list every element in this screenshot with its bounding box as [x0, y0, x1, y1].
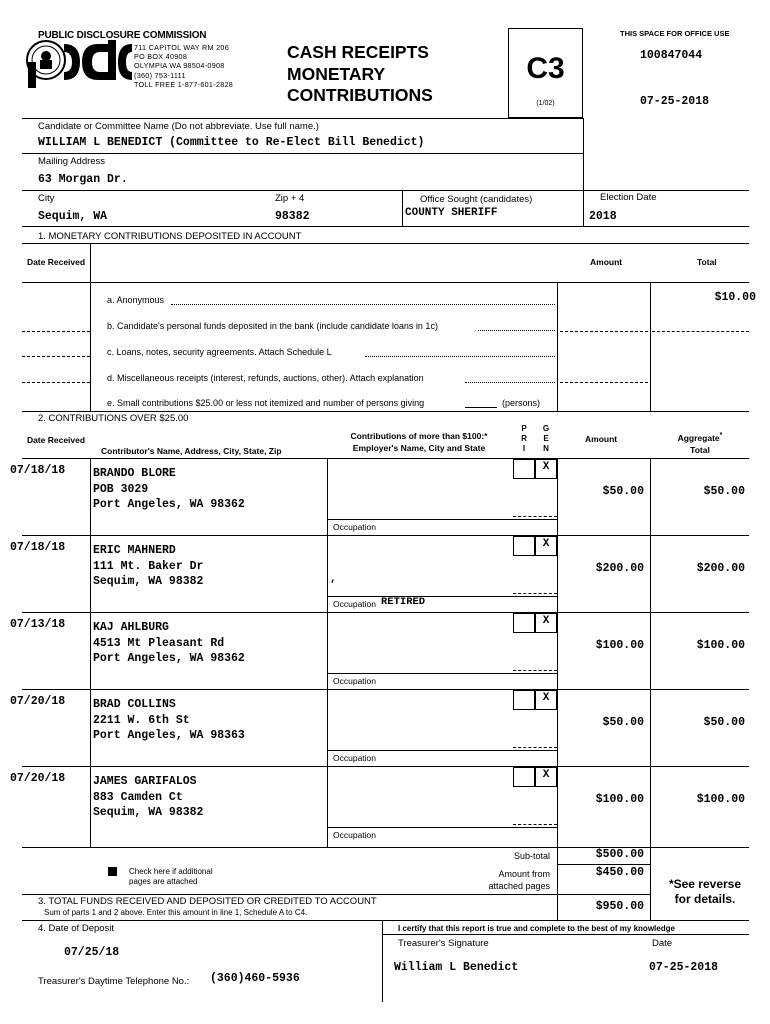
row-contributor [93, 697, 245, 744]
s2-contributor-label: Contributor's Name, Address, City, State, Zip [101, 446, 282, 456]
contributor-name: JAMES GARIFALOS [93, 775, 197, 788]
commission-name: PUBLIC DISCLOSURE COMMISSION [38, 30, 207, 41]
contributor-city-state-zip: Port Angeles, WA 98363 [93, 729, 245, 742]
contributor-city-state-zip: Port Angeles, WA 98362 [93, 498, 245, 511]
row-contributor [93, 466, 245, 513]
treasurer-phone: (360)460-5936 [210, 972, 300, 985]
s2-amount-label: Amount [585, 434, 618, 444]
zip: 98382 [275, 210, 310, 223]
row-aggregate: $50.00 [703, 485, 745, 498]
zip-label: Zip + 4 [275, 193, 305, 204]
date-of-deposit: 07/25/18 [64, 946, 120, 959]
row-aggregate: $50.00 [703, 716, 745, 729]
row-date-received: 07/18/18 [10, 541, 66, 554]
contributor-street: POB 3029 [93, 482, 149, 496]
line-e-persons: (persons) [502, 398, 541, 408]
contributor-name: BRANDO BLORE [93, 467, 176, 480]
row-amount: $50.00 [602, 716, 644, 729]
row-aggregate: $100.00 [696, 639, 745, 652]
date-of-deposit-label: 4. Date of Deposit [38, 923, 115, 934]
row-aggregate: $100.00 [696, 793, 745, 806]
primary-checkbox[interactable] [513, 690, 535, 710]
row-date-received: 07/20/18 [10, 695, 66, 708]
row-employer: , [330, 573, 337, 585]
contributor-street: 2211 W. 6th St [93, 713, 190, 727]
row-contributor [93, 774, 203, 821]
occupation-label: Occupation [333, 522, 376, 532]
general-column-label: G E N [542, 424, 550, 453]
signature-date-label: Date [652, 938, 673, 949]
general-check-mark: X [542, 692, 550, 704]
row-occupation: RETIRED [381, 596, 426, 608]
certification-text: I certify that this report is true and complete to the best of my knowledge [398, 924, 675, 933]
additional-pages-label: Check here if additional pages are attached [129, 867, 213, 886]
candidate-name-label: Candidate or Committee Name (Do not abbreviate. Use full name.) [38, 121, 319, 132]
line-d-label: d. Miscellaneous receipts (interest, refunds, auctions, other). Attach explanation [107, 373, 424, 383]
mailing-address: 63 Morgan Dr. [38, 173, 128, 186]
occupation-label: Occupation [333, 830, 376, 840]
form-code: C3 [526, 52, 565, 85]
s1-total-label: Total [697, 257, 717, 267]
s1-date-received-label: Date Received [26, 257, 86, 267]
row-aggregate: $200.00 [696, 562, 745, 575]
s2-employer-label: Contributions of more than $100:* Employer's Name, City and State [350, 431, 488, 453]
election-date: 2018 [589, 210, 617, 223]
line-a-label: a. Anonymous [107, 295, 165, 305]
see-reverse-note: *See reverse for details. [668, 877, 742, 906]
office-sought-label: Office Sought (candidates) [420, 194, 533, 205]
attached-pages-label: Amount from attached pages [488, 869, 550, 891]
general-check-mark: X [542, 615, 550, 627]
row-amount: $100.00 [595, 793, 644, 806]
grand-total: $950.00 [595, 900, 644, 913]
subtotal-label: Sub-total [513, 851, 550, 861]
line-c-label: c. Loans, notes, security agreements. Attach Schedule L [107, 347, 332, 357]
contributor-name: ERIC MAHNERD [93, 544, 176, 557]
contributor-city-state-zip: Sequim, WA 98382 [93, 575, 204, 588]
general-check-mark: X [542, 538, 550, 550]
s2-date-received-label: Date Received [26, 435, 86, 445]
primary-checkbox[interactable] [513, 613, 535, 633]
treasurer-signature: William L Benedict [394, 961, 519, 974]
section3-title: 3. TOTAL FUNDS RECEIVED AND DEPOSITED OR CREDITED TO ACCOUNT [38, 896, 377, 907]
section1-title: 1. MONETARY CONTRIBUTIONS DEPOSITED IN ACCOUNT [38, 231, 302, 242]
city: Sequim, WA [38, 210, 108, 223]
general-check-mark: X [542, 461, 550, 473]
election-date-label: Election Date [600, 192, 657, 203]
row-amount: $200.00 [595, 562, 644, 575]
general-check-mark: X [542, 769, 550, 781]
contributor-city-state-zip: Port Angeles, WA 98362 [93, 652, 245, 665]
primary-checkbox[interactable] [513, 536, 535, 556]
line-e-label: e. Small contributions $25.00 or less not itemized and number of persons giving [107, 398, 425, 408]
section3-subtitle: Sum of parts 1 and 2 above. Enter this amount in line 1, Schedule A to C4. [44, 908, 308, 917]
primary-column-label: P R I [521, 424, 527, 453]
contributor-city-state-zip: Sequim, WA 98382 [93, 806, 204, 819]
row-contributor [93, 543, 203, 590]
row-date-received: 07/20/18 [10, 772, 66, 785]
form-title: CASH RECEIPTS MONETARY CONTRIBUTIONS [287, 42, 433, 105]
contributor-name: BRAD COLLINS [93, 698, 176, 711]
s1-amount-label: Amount [590, 257, 623, 267]
commission-address: 711 CAPITOL WAY RM 206 PO BOX 40908 OLYMPIA WA 98504-0908 (360) 753-1111 TOLL FREE 1-877-601-2828 [134, 43, 234, 89]
contributor-street: 4513 Mt Pleasant Rd [93, 636, 225, 650]
occupation-label: Occupation [333, 753, 376, 763]
s2-aggregate-label: Aggregate* Total [677, 431, 723, 455]
row-date-received: 07/18/18 [10, 464, 66, 477]
pdc-logo [22, 38, 134, 90]
primary-checkbox[interactable] [513, 767, 535, 787]
primary-checkbox[interactable] [513, 459, 535, 479]
row-amount: $100.00 [595, 639, 644, 652]
city-label: City [38, 193, 55, 204]
office-sought: COUNTY SHERIFF [405, 207, 498, 219]
signature-date: 07-25-2018 [649, 961, 719, 974]
occupation-label: Occupation [333, 599, 376, 609]
mailing-address-label: Mailing Address [38, 156, 106, 167]
contributor-street: 111 Mt. Baker Dr [93, 559, 204, 573]
contributor-name: KAJ AHLBURG [93, 621, 169, 634]
row-date-received: 07/13/18 [10, 618, 66, 631]
office-filing-number: 100847044 [640, 49, 703, 62]
form-revision: (1/02) [536, 100, 555, 107]
line-a-total: $10.00 [714, 291, 756, 304]
treasurer-signature-label: Treasurer's Signature [398, 938, 489, 949]
subtotal-amount: $500.00 [595, 848, 644, 861]
line-b-label: b. Candidate's personal funds deposited in the bank (include candidate loans in 1c) [107, 321, 438, 331]
candidate-name: WILLIAM L BENEDICT (Committee to Re-Elect Bill Benedict) [38, 136, 425, 149]
office-use-label: THIS SPACE FOR OFFICE USE [620, 29, 730, 38]
attached-pages-amount: $450.00 [595, 866, 644, 879]
section2-title: 2. CONTRIBUTIONS OVER $25.00 [38, 413, 189, 424]
row-amount: $50.00 [602, 485, 644, 498]
contributor-street: 883 Camden Ct [93, 790, 183, 804]
occupation-label: Occupation [333, 676, 376, 686]
office-receipt-date: 07-25-2018 [640, 95, 710, 108]
treasurer-phone-label: Treasurer's Daytime Telephone No.: [38, 976, 190, 987]
row-contributor [93, 620, 245, 667]
